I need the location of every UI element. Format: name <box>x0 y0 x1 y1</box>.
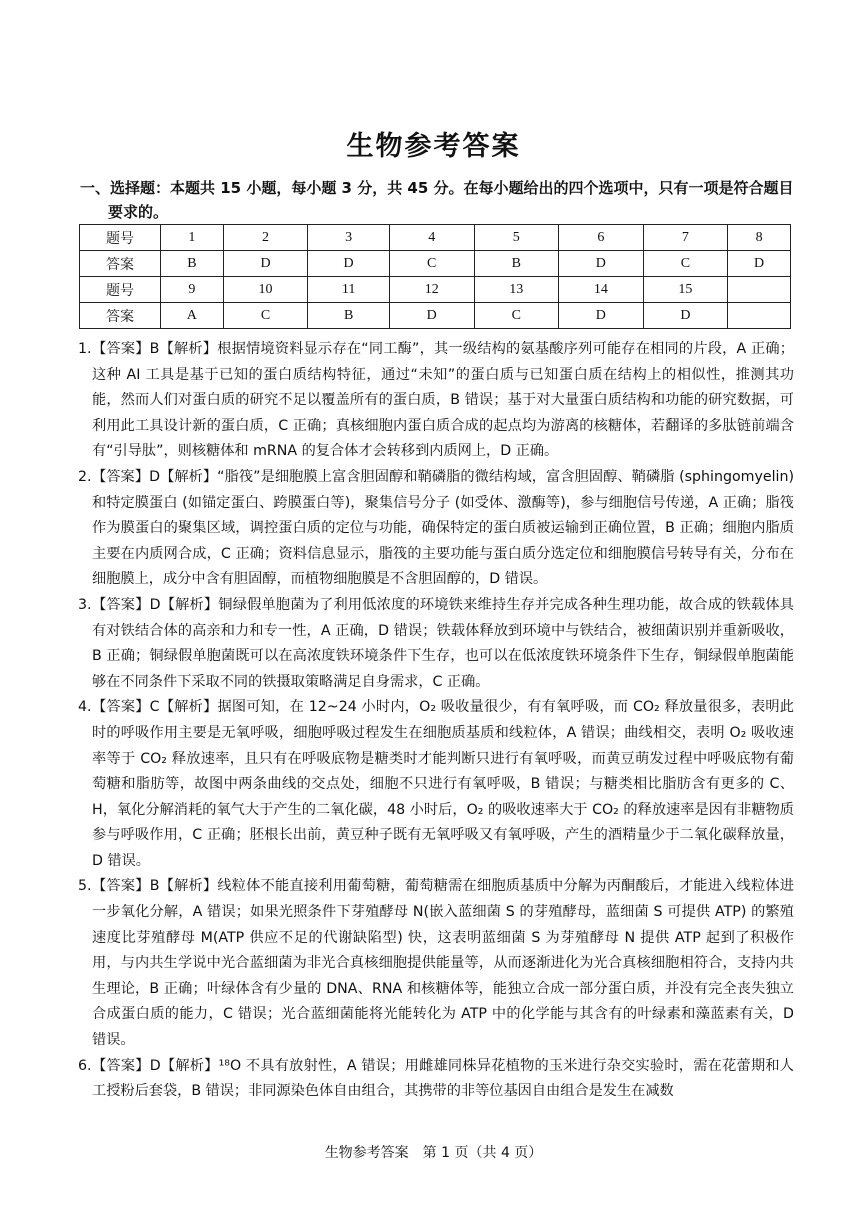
table-cell: C <box>643 251 728 277</box>
list-item <box>78 465 794 593</box>
table-cell: D <box>728 251 791 277</box>
table-cell: C <box>474 303 559 329</box>
item-text: 【答案】D【解析】铜绿假单胞菌为了利用低浓度的环境铁来维持生存并完成各种生理功能，故合成的铁载体具有对铁结合体的高亲和力和专一性，A 正确，D 错误；铁载体释放到环境中与铁结合，被细菌识别并重新吸收，B 正确；铜绿假单胞菌既可以在高浓度铁环境条件下生存，也可以在低浓度铁环境条件下生存，铜绿假单胞菌能够在不同条件下采取不同的铁摄取策略满足自身需求，C 正确。 <box>92 596 794 690</box>
item-number: 2. <box>78 468 92 485</box>
item-number: 3. <box>78 596 92 613</box>
table-cell: 1 <box>161 225 224 251</box>
section-heading-line1: 一、选择题：本题共 15 小题，每小题 3 分，共 45 分。在每小题给出的四个选项中，只有一项是符合题目 <box>80 179 794 197</box>
explanation-list <box>78 337 794 1105</box>
section-heading-line2: 要求的。 <box>108 203 169 221</box>
item-text: 【答案】D【解析】¹⁸O 不具有放射性，A 错误；用雌雄同株异花植物的玉米进行杂交实验时，需在花蕾期和人工授粉后套袋，B 错误；非同源染色体自由组合，其携带的非等位基因自由组合是发生在减数 <box>92 1057 794 1100</box>
table-cell: B <box>308 303 390 329</box>
list-item <box>78 1054 794 1105</box>
table-cell: D <box>643 303 728 329</box>
table-cell <box>728 303 791 329</box>
table-cell: D <box>559 303 644 329</box>
list-item <box>78 874 794 1053</box>
list-item <box>78 337 794 465</box>
item-text: 【答案】B【解析】线粒体不能直接利用葡萄糖，葡萄糖需在细胞质基质中分解为丙酮酸后，才能进入线粒体进一步氧化分解，A 错误；如果光照条件下芽殖酵母 N(嵌入蓝细菌 S 的芽殖酵母，蓝细菌 S 可提供 ATP) 的繁殖速度比芽殖酵母 M(ATP 供应不足的代谢缺陷型) 快，这表明蓝细菌 S 为芽殖酵母 N 提供 ATP 起到了积极作用，与内共生学说中光合蓝细菌为非光合真核细胞提供能量等，从而逐渐进化为光合真核细胞相符合，支持内共生理论，B 正确；叶绿体含有少量的 DNA、RNA 和核糖体等，能独立合成一部分蛋白质，并没有完全丧失独立合成蛋白质的能力，C 错误；光合蓝细菌能将光能转化为 ATP 中的化学能与其含有的叶绿素和藻蓝素有关，D 错误。 <box>92 878 794 1049</box>
table-cell: 7 <box>643 225 728 251</box>
table-cell: 3 <box>308 225 390 251</box>
table-cell: 4 <box>389 225 474 251</box>
table-cell: D <box>308 251 390 277</box>
item-text: 【答案】D【解析】“脂筏”是细胞膜上富含胆固醇和鞘磷脂的微结构域，富含胆固醇、鞘磷脂 (sphingomyelin) 和特定膜蛋白 (如锚定蛋白、跨膜蛋白等)，聚集信号分子 (如受体、激酶等)，参与细胞信号传递，A 正确；脂筏作为膜蛋白的聚集区域，调控蛋白质的定位与功能，确保特定的蛋白质被运输到正确位置，B 正确；细胞内脂质主要在内质网合成，C 正确；资料信息显示，脂筏的主要功能与蛋白质分选定位和细胞膜信号转导有关，分布在细胞膜上，成分中含有胆固醇，而植物细胞膜是不含胆固醇的，D 错误。 <box>92 468 794 588</box>
table-cell: C <box>389 251 474 277</box>
table-cell: B <box>161 251 224 277</box>
table-cell: 12 <box>389 277 474 303</box>
table-row <box>80 251 791 277</box>
item-number: 5. <box>78 878 92 895</box>
table-cell: 答案 <box>80 303 161 329</box>
table-cell: B <box>474 251 559 277</box>
table-cell: 9 <box>161 277 224 303</box>
table-cell: 题号 <box>80 225 161 251</box>
table-cell: 10 <box>223 277 308 303</box>
page-title: 生物参考答案 <box>346 131 521 162</box>
table-cell: D <box>223 251 308 277</box>
item-text: 【答案】B【解析】根据情境资料显示存在“同工酶”，其一级结构的氨基酸序列可能存在相同的片段，A 正确；这种 AI 工具是基于已知的蛋白质结构特征，通过“未知”的蛋白质与已知蛋白质在结构上的相似性，推测其功能，然而人们对蛋白质的研究不足以覆盖所有的蛋白质，B 错误；基于对大量蛋白质结构和功能的研究数据，可利用此工具设计新的蛋白质，C 正确；真核细胞内蛋白质合成的起点均为游离的核糖体，若翻译的多肽链前端含有“引导肽”，则核糖体和 mRNA 的复合体才会转移到内质网上，D 正确。 <box>92 341 794 460</box>
section-heading <box>80 176 800 224</box>
page-footer: 生物参考答案 第 1 页（共 4 页） <box>324 1145 543 1161</box>
table-cell: 11 <box>308 277 390 303</box>
item-number: 6. <box>78 1057 92 1074</box>
item-number: 4. <box>78 699 92 716</box>
table-cell: 6 <box>559 225 644 251</box>
table-row <box>80 303 791 329</box>
table-cell: 题号 <box>80 277 161 303</box>
table-cell: 8 <box>728 225 791 251</box>
table-row <box>80 277 791 303</box>
list-item <box>78 695 794 874</box>
answer-table <box>79 224 791 329</box>
list-item <box>78 593 794 695</box>
table-cell: 14 <box>559 277 644 303</box>
table-row <box>80 225 791 251</box>
table-cell: 答案 <box>80 251 161 277</box>
table-cell: C <box>223 303 308 329</box>
table-cell: 2 <box>223 225 308 251</box>
table-cell: A <box>161 303 224 329</box>
table-cell: 5 <box>474 225 559 251</box>
item-text: 【答案】C【解析】据图可知，在 12~24 小时内，O₂ 吸收量很少，有有氧呼吸，而 CO₂ 释放量很多，表明此时的呼吸作用主要是无氧呼吸，细胞呼吸过程发生在细胞质基质和线粒体，A 错误；曲线相交，表明 O₂ 吸收速率等于 CO₂ 释放速率，且只有在呼吸底物是糖类时才能判断只进行有氧呼吸，而黄豆萌发过程中呼吸底物有葡萄糖和脂肪等，故图中两条曲线的交点处，细胞不只进行有氧呼吸，B 错误；与糖类相比脂肪含有更多的 C、H，氧化分解消耗的氧气大于产生的二氧化碳，48 小时后，O₂ 的吸收速率大于 CO₂ 的释放速率是因有非糖物质参与呼吸作用，C 正确；胚根长出前，黄豆种子既有无氧呼吸又有氧呼吸，产生的酒精量少于二氧化碳释放量，D 错误。 <box>92 699 794 869</box>
table-cell <box>728 277 791 303</box>
table-cell: D <box>559 251 644 277</box>
table-cell: 13 <box>474 277 559 303</box>
item-number: 1. <box>78 341 92 357</box>
table-cell: D <box>389 303 474 329</box>
table-cell: 15 <box>643 277 728 303</box>
